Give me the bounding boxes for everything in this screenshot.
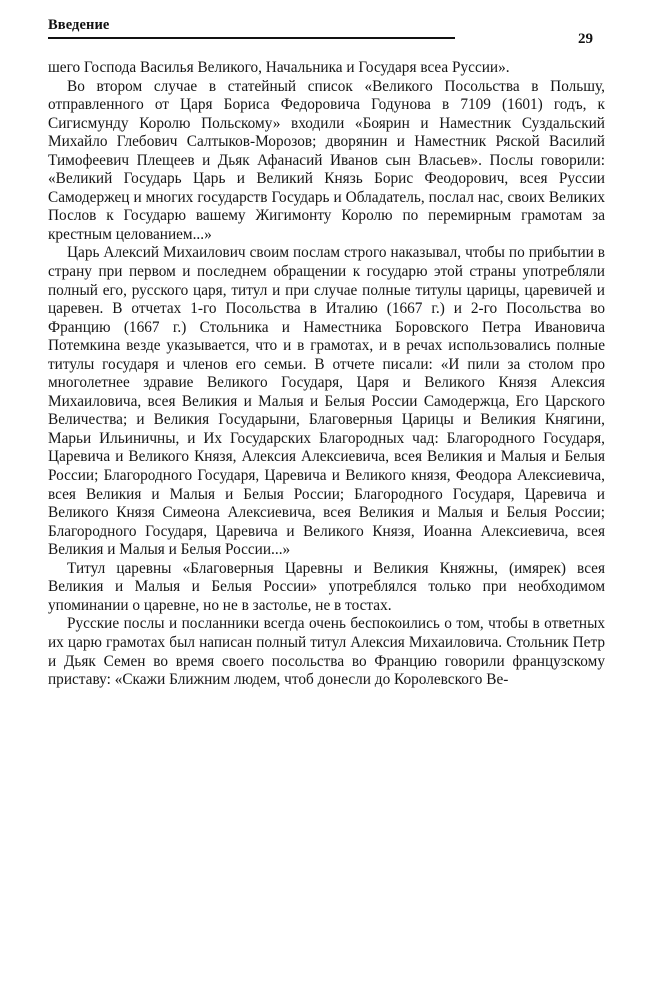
body-text [48, 59, 605, 690]
page-number: 29 [578, 31, 593, 47]
header-rule [48, 37, 455, 39]
running-head: Введение [48, 17, 110, 33]
paragraph-tsar-alexei: Царь Алексий Михаилович своим послам строго наказывал, чтобы по прибытии в страну при первом и последнем обращении к государю этой страны употребляли полный его, русского царя, титул и при случае полные титулы царицы, царевичей и царевен. В отчетах 1-го Посольства в Италию (1667 г.) и 2-го Посольства во Францию (1667 г.) Стольника и Наместника Боровского Петра Ивановича Потемкина везде указывается, что и в грамотах, и в речах использовались полные титулы государя и членов его семьи. В отчете писали: «И пили за столом про многолетнее здравие Великого Государя, Царя и Великого Князя Алексия Михаиловича, всея Великия и Малыя и Белыя России Самодержца, Его Царского Величества; и Великия Государыни, Благоверныя Царицы и Великия Княгини, Марьи Ильиничны, и Их Государских Благородных чад: Благородного Государя, Царевича и Великого Князя, Алексия Алексиевича, всея Великия и Малыя и Белыя России; Благородного Государя, Царевича и Великого князя, Феодора Алексиевича, всея Великия и Малыя и Белыя России; Благородного Государя, Царевича и Великого Князя Симеона Алексиевича, всея Великия и Малыя и Белыя России; Благородного Государя, Царевича и Великого Князя, Иоанна Алексиевича, всея Великия и Малыя и Белыя России...» [48, 244, 605, 559]
paragraph-tsarevna-title: Титул царевны «Благоверныя Царевны и Великия Княжны, (имярек) всея Великия и Малыя и Белыя России» употреблялся только при необходимом упоминании о царевне, но не в застолье, не в тостах. [48, 559, 605, 614]
paragraph-envoys: Русские послы и посланники всегда очень беспокоились о том, чтобы в ответных их царю грамотах был написан полный титул Алексия Михаиловича. Стольник Петр и Дьяк Семен во время своего посольства во Францию говорили французскому приставу: «Скажи Ближним людем, чтоб донесли до Королевского Ве- [48, 615, 605, 689]
paragraph-embassy-poland: Во втором случае в статейный список «Великого Посольства в Польшу, отправленного от Царя Бориса Федоровича Годунова в 7109 (1601) годъ, к Сигисмунду Королю Польскому» входили «Боярин и Наместник Суздальский Михайло Глебович Салтыков-Морозов; дворянин и Наместник Ряской Василий Тимофеевич Плещеев и Дьяк Афанасий Иванов сын Власьев». Послы говорили: «Великий Государь Царь и Великий Князь Борис Феодорович, всея Руссии Самодержец и многих государств Государь и Обладатель, послал нас, своих Великих Послов к Государю вашему Жигимонту Королю по перемирным грамотам за крестным целованием...» [48, 77, 605, 243]
paragraph-continuation: шего Господа Василья Великого, Начальника и Государя всеа Руссии». [48, 59, 510, 76]
